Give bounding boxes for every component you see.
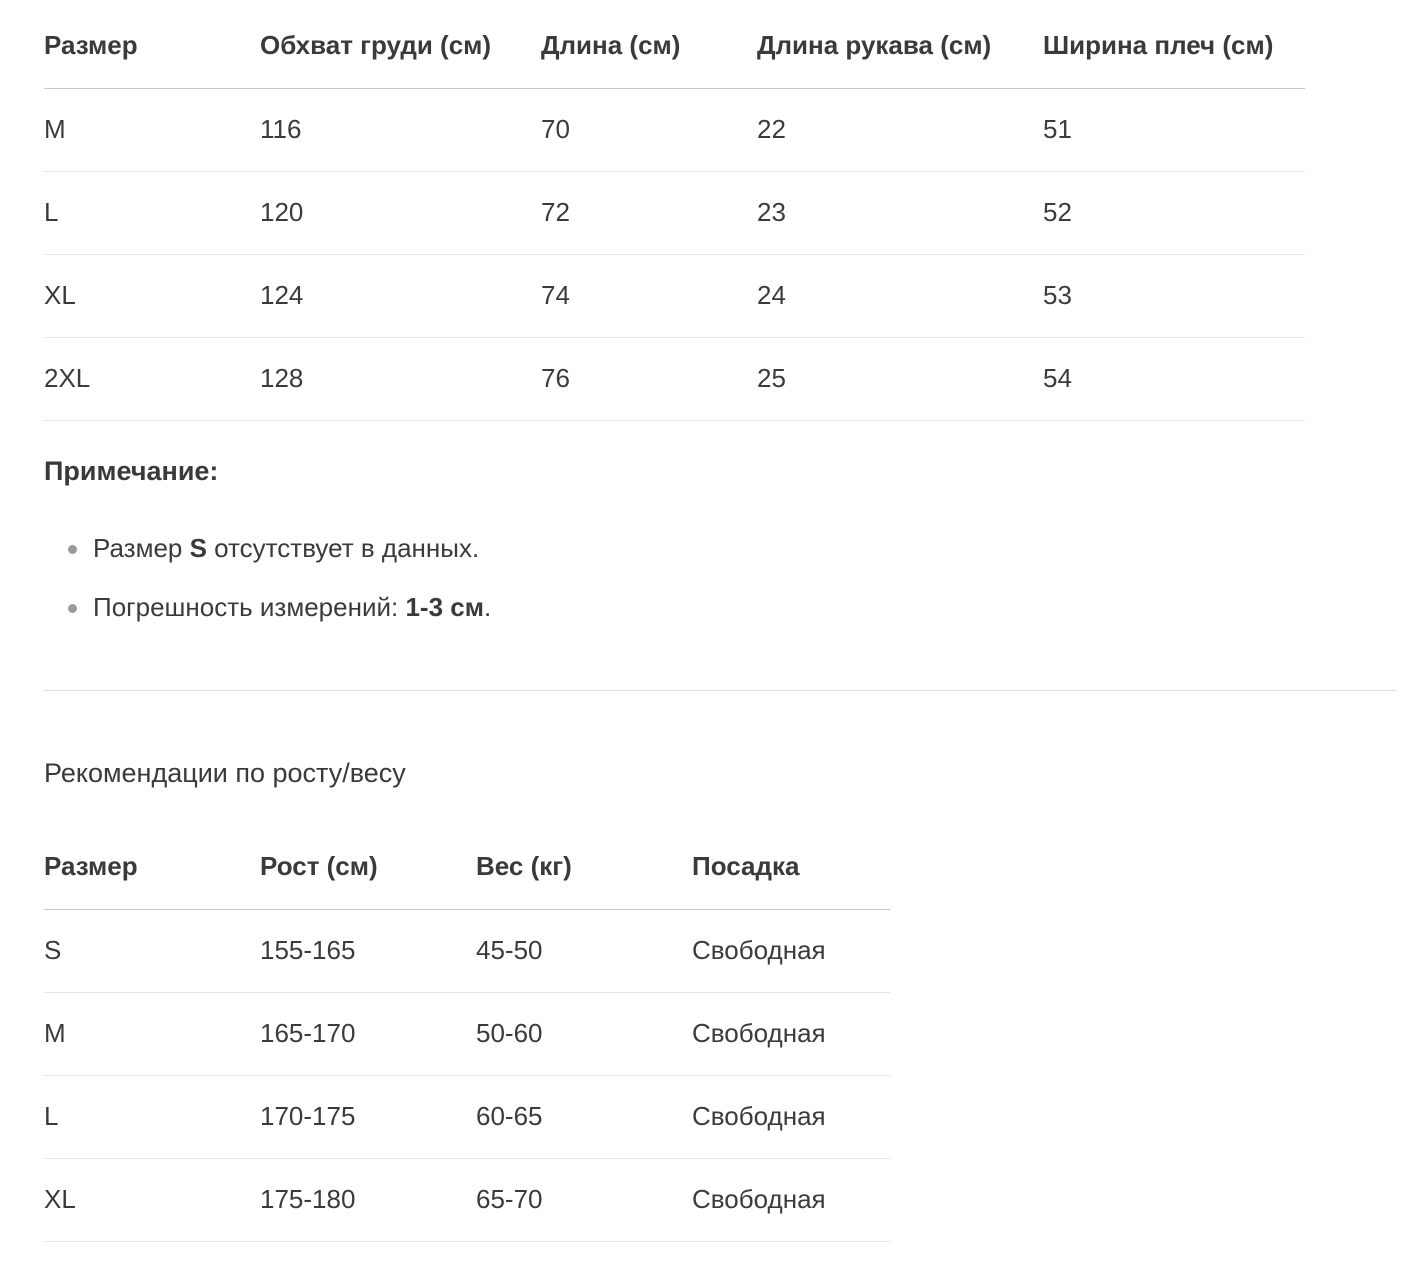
cell-shoulders: 53 [1043, 254, 1305, 337]
table-header-row [44, 821, 890, 909]
note-text: отсутствует в данных. [206, 533, 480, 563]
measurements-table [44, 0, 1305, 421]
column-header-weight: Вес (кг) [476, 821, 692, 909]
column-header-size: Размер [44, 0, 260, 88]
table-row [44, 337, 1305, 420]
cell-size: L [44, 171, 260, 254]
cell-weight: 60-65 [476, 1075, 692, 1158]
table-header-row [44, 0, 1305, 88]
column-header-chest: Обхват груди (см) [260, 0, 541, 88]
bullet-icon [68, 545, 77, 554]
cell-fit: Свободная [692, 1075, 890, 1158]
cell-sleeve: 22 [757, 88, 1043, 171]
cell-fit: Свободная [692, 992, 890, 1075]
list-item [44, 589, 491, 648]
note-text: Погрешность измерений: [93, 592, 406, 622]
cell-height: 165-170 [260, 992, 476, 1075]
cell-length: 70 [541, 88, 757, 171]
cell-fit: Свободная [692, 1158, 890, 1241]
cell-size: M [44, 88, 260, 171]
table-row [44, 254, 1305, 337]
note-title: Примечание: [44, 456, 219, 486]
cell-weight: 50-60 [476, 992, 692, 1075]
cell-size: XL [44, 254, 260, 337]
cell-shoulders: 52 [1043, 171, 1305, 254]
column-header-sleeve: Длина рукава (см) [757, 0, 1043, 88]
note-emphasis: 1-3 см [405, 592, 484, 622]
note-list [44, 530, 491, 648]
section-heading: Рекомендации по росту/весу [44, 758, 406, 788]
column-header-size: Размер [44, 821, 260, 909]
bullet-icon [68, 604, 77, 613]
note-text: Размер [93, 533, 190, 563]
cell-chest: 128 [260, 337, 541, 420]
cell-height: 170-175 [260, 1075, 476, 1158]
cell-weight: 65-70 [476, 1158, 692, 1241]
cell-size: 2XL [44, 337, 260, 420]
column-header-shoulders: Ширина плеч (см) [1043, 0, 1305, 88]
section-divider [44, 690, 1397, 691]
note-emphasis: S [189, 533, 207, 563]
cell-size: L [44, 1075, 260, 1158]
cell-length: 76 [541, 337, 757, 420]
cell-fit: Свободная [692, 909, 890, 992]
cell-chest: 116 [260, 88, 541, 171]
column-header-length: Длина (см) [541, 0, 757, 88]
cell-shoulders: 54 [1043, 337, 1305, 420]
cell-shoulders: 51 [1043, 88, 1305, 171]
table-row [44, 992, 890, 1075]
cell-height: 155-165 [260, 909, 476, 992]
cell-size: XL [44, 1158, 260, 1241]
table-row [44, 171, 1305, 254]
cell-sleeve: 24 [757, 254, 1043, 337]
cell-sleeve: 23 [757, 171, 1043, 254]
note-text: . [483, 592, 492, 622]
table-row [44, 88, 1305, 171]
table-row [44, 1158, 890, 1241]
table-row [44, 1075, 890, 1158]
column-header-height: Рост (см) [260, 821, 476, 909]
recommendations-table [44, 821, 890, 1242]
list-item [44, 530, 491, 589]
cell-weight: 45-50 [476, 909, 692, 992]
column-header-fit: Посадка [692, 821, 890, 909]
cell-chest: 124 [260, 254, 541, 337]
cell-sleeve: 25 [757, 337, 1043, 420]
cell-height: 175-180 [260, 1158, 476, 1241]
cell-chest: 120 [260, 171, 541, 254]
table-row [44, 909, 890, 992]
cell-length: 74 [541, 254, 757, 337]
cell-length: 72 [541, 171, 757, 254]
cell-size: M [44, 992, 260, 1075]
cell-size: S [44, 909, 260, 992]
